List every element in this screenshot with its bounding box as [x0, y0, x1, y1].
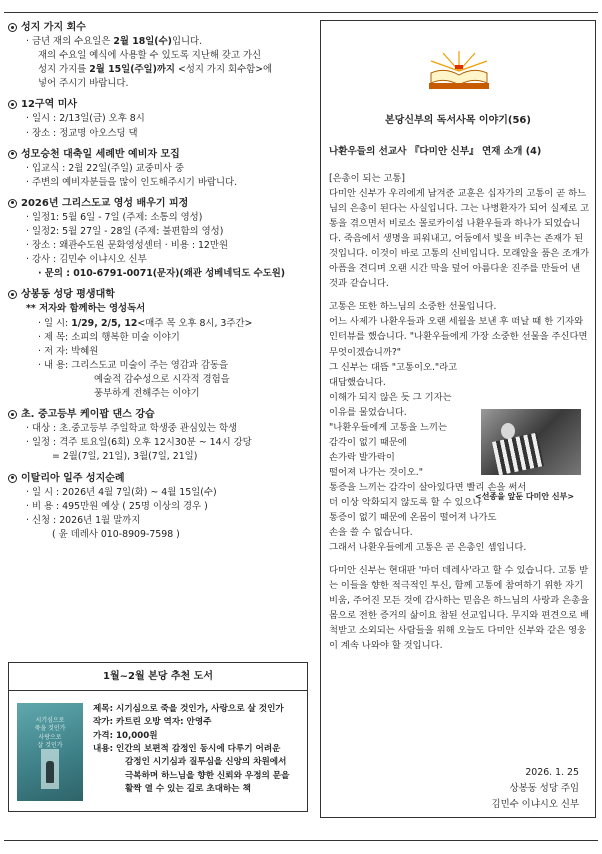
recommended-book-box: [8, 662, 308, 812]
notice-line: 예술적 감수성으로 시각적 경험을: [94, 373, 230, 385]
column-paragraph: 손을 쓸 수 없습니다.: [329, 527, 413, 539]
column-paragraph: [은총이 되는 고통]: [329, 173, 406, 184]
circle-bullet-icon: [8, 290, 17, 299]
circle-bullet-icon: [8, 474, 17, 483]
notice-title: 성지 가지 회수: [8, 20, 312, 35]
column-paragraph: 이유를 물었습니다.: [329, 406, 407, 418]
circle-bullet-icon: [8, 199, 17, 208]
notice-line: · 신청 : 2026년 1월 말까지: [26, 514, 141, 526]
column-paragraph: [329, 555, 591, 563]
book-desc-4: 활짝 열 수 있는 길로 초대하는 책: [125, 783, 251, 794]
notice-line: · 저 자: 박혜원: [38, 345, 99, 357]
column-paragraph: 그 신부는 대뜸 "고통이오."라고: [329, 361, 458, 373]
recommend-header: 1월~2월 본당 추천 도서: [9, 663, 307, 691]
notice-line: 재의 수요일 예식에 사용할 수 있도록 지난해 갖고 가신: [38, 50, 262, 62]
column-priest: 김민수 이냐시오 신부: [491, 798, 579, 810]
notice-line: ( 윤 데레사 010-8909-7598 ): [52, 528, 180, 540]
book-cover-title-4: 살 것인가: [37, 742, 63, 750]
column-paragraph: 통증이 없기 때문에 온몸이 떨어져 나가도: [329, 512, 497, 524]
notice-section: [8, 407, 312, 464]
book-cover-title-1: 시기심으로: [35, 717, 65, 724]
notice-section: [8, 287, 312, 401]
notice-line: · 강사 : 김민수 이냐시오 신부: [26, 254, 147, 266]
book-info: [93, 703, 303, 796]
book-cover-title-2: 죽을 것인가: [34, 725, 66, 733]
top-rule: [4, 12, 598, 13]
notice-section: [8, 147, 312, 190]
column-paragraph: 다미안 신부는 현대판 '마더 데레사'라고 할 수 있습니다. 고통 받는 이들을 향한 적극적인 투신, 함께 고통에 참여하기 위한 자기 비움, 주어진 모든 것에 감사하는 믿음은 하느님의 사랑과 은총을 몸으로 전한 증거의 삶이요 참된 선교입니다. 무지와 편견으로 배척받고 소외되는 사람들을 위해 오늘도 다미안 신부와 같은 영웅이 계속 나와야 할 것입니다.: [329, 565, 590, 652]
notice-title: 이탈리아 일주 성지순례: [8, 471, 312, 486]
notice-line: · 장소 : 정교명 아오스딩 댁: [26, 127, 138, 139]
signature: [492, 765, 579, 813]
book-cover-title-3: 사랑으로: [38, 733, 62, 741]
circle-bullet-icon: [8, 410, 17, 419]
notice-section: [8, 196, 312, 282]
notice-line: 풍부하게 전해주는 이야기: [94, 388, 200, 400]
column-paragraph: 통증을 느끼는 감각이 살아있다면 빨리 손을 써서: [329, 481, 527, 493]
notice-line: · 일 시: 1/29, 2/5, 12<매주 목 오후 8시, 3주간>: [38, 317, 253, 329]
pastor-column-box: [320, 20, 596, 818]
book-price: 가격: 10,000원: [93, 730, 158, 741]
photo-caption: <선종을 앞둔 다미안 신부>: [475, 492, 575, 501]
cover-figure-illustration: [46, 761, 54, 783]
notice-line: · 입교식 : 2월 22일(주일) 교중미사 중: [26, 162, 184, 174]
notice-line: · 장소 : 왜관수도원 문화영성센터 · 비용 : 12만원: [26, 240, 229, 252]
book-desc-1: 내용: 인간의 보편적 감정인 동시에 다루기 어려운: [93, 743, 281, 754]
book-cover-image: [17, 703, 83, 801]
bottom-rule: [4, 840, 598, 841]
notice-line: · 내 용: 그리스도교 미술이 주는 영감과 감동을: [38, 359, 229, 371]
notice-line: · 주변의 예비자분들을 많이 인도해주시기 바랍니다.: [26, 176, 238, 188]
column-paragraph: 더 이상 악화되지 않도록 할 수 있으나: [329, 496, 482, 508]
notice-title: 상봉동 성당 평생대학: [8, 287, 312, 302]
circle-bullet-icon: [8, 23, 17, 32]
notice-line: · 일시 : 2/13일(금) 오후 8시: [26, 113, 145, 125]
column-paragraph: [329, 291, 591, 299]
damien-photo: [481, 409, 581, 475]
notice-title: 2026년 그리스도교 영성 배우기 피정: [8, 196, 312, 211]
book-title: 제목: 시기심으로 죽을 것인가, 사랑으로 살 것인가: [93, 704, 284, 714]
column-paragraph: 그래서 나환우들에게 고통은 곧 은총인 셈입니다.: [329, 542, 527, 554]
column-church: 상봉동 성당 주임: [509, 782, 579, 794]
column-subtitle: 나환우들의 선교사 『다미안 신부』 연재 소개 (4): [329, 146, 542, 157]
notice-line: 성지 가지를 2월 15일(주일)까지 <성지 가지 회수함>에: [38, 64, 273, 76]
column-paragraph: 손가락 발가락이: [329, 451, 395, 463]
notice-line: · 일 시 : 2026년 4월 7일(화) ~ 4월 15일(수): [26, 486, 217, 498]
circle-bullet-icon: [8, 100, 17, 109]
notice-line: · 일정2: 5월 27일 - 28일 (주제: 불편함의 영성): [26, 225, 224, 237]
column-title: 본당신부의 독서사목 이야기(56): [385, 115, 531, 126]
notice-line: · 비 용 : 495만원 예상 ( 25명 이상의 경우 ): [26, 500, 208, 512]
notice-title: 성모승천 대축일 세례반 예비자 모집: [8, 147, 312, 162]
notice-line: · 금년 재의 수요일은 2월 18일(수)입니다.: [26, 36, 203, 47]
book-desc-3: 극복하며 하느님을 향한 신뢰와 우정의 문을: [125, 770, 290, 781]
column-date: 2026. 1. 25: [525, 767, 579, 778]
circle-bullet-icon: [8, 150, 17, 159]
open-book-icon: [421, 49, 497, 93]
notice-line: · 제 목: 소피의 행복한 미술 이야기: [38, 331, 180, 343]
column-paragraph: 감각이 없기 때문에: [329, 436, 407, 448]
book-author: 작가: 카트린 오방 역자: 안영주: [93, 717, 212, 728]
notice-section: [8, 471, 312, 542]
book-desc-2: 감정인 시기심과 질투심을 신앙의 차원에서: [125, 757, 287, 768]
notice-line: = 2월(7일, 21일), 3월(7일, 21일): [52, 451, 198, 463]
notice-line: · 문의 : 010-6791-0071(문자)(왜관 성베네딕도 수도원): [38, 268, 286, 280]
column-paragraph: 고통은 또한 하느님의 소중한 선물입니다.: [329, 301, 497, 313]
column-paragraph: 대답했습니다.: [329, 376, 386, 388]
notice-title: 12구역 미사: [8, 97, 312, 112]
announcements-column: [8, 20, 312, 548]
notice-line: · 일정1: 5월 6일 - 7일 (주제: 소통의 영성): [26, 211, 203, 223]
notice-section: [8, 97, 312, 140]
column-paragraph: 떨어져 나가는 것이오.": [329, 466, 423, 478]
notice-line: · 일정 : 격주 토요일(6회) 오후 12시30분 ~ 14시 강당: [26, 437, 252, 449]
notice-subtitle: ** 저자와 함께하는 영성독서: [26, 303, 146, 315]
column-paragraph: 다미안 신부가 우리에게 남겨준 교훈은 십자가의 고통이 곧 하느님의 은총이 된다는 사실입니다. 그는 나병환자가 되어 실제로 고통을 겪으면서 비로소 몰로카이섬 나환우들과 하나가 되었습니다. 죽음에서 생명을 피워내고, 어둠에서 빛을 비추는 존재가 된 것입니다. 이것이 바로 고통의 신비입니다. 모래알을 품은 조개가 아픔을 견디며 오랜 시간 막을 덮어 아름다운 진주를 만들어 낸 것과 같습니다.: [329, 188, 590, 290]
notice-line: · 대상 : 초.중고등부 주일학교 학생중 관심있는 학생: [26, 423, 238, 435]
column-paragraph: "나환우들에게 고통을 느끼는: [329, 421, 447, 433]
notice-title: 초. 중고등부 케이팝 댄스 강습: [8, 407, 312, 422]
notice-section: [8, 20, 312, 91]
notice-line: 넣어 주시기 바랍니다.: [38, 78, 129, 90]
column-paragraph: 어느 사제가 나환우들과 오랜 세월을 보낸 후 떠날 때 한 기자와 인터뷰를 했습니다. "나환우들에게 가장 소중한 선물을 주신다면 무엇이겠습니까?": [329, 316, 588, 358]
column-paragraph: 이해가 되지 않은 듯 그 기자는: [329, 391, 452, 403]
